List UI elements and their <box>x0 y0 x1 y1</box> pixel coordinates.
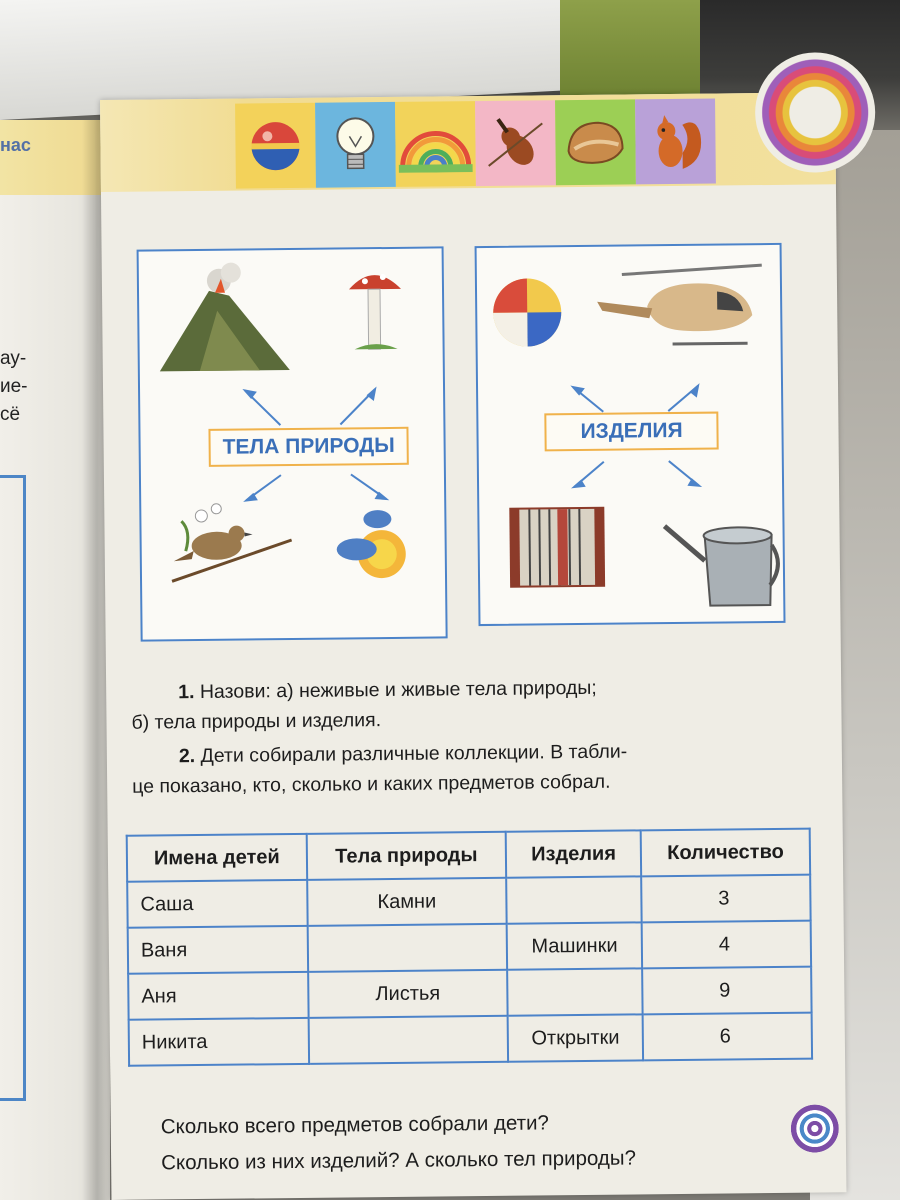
mushroom-icon <box>349 274 402 350</box>
child-name-cell: Никита <box>129 1018 309 1066</box>
goods-cell: Машинки <box>507 922 643 969</box>
green-folder <box>560 0 700 95</box>
nature-cell: Камни <box>307 878 507 926</box>
child-name-cell: Ваня <box>128 926 308 974</box>
bird-icon <box>171 503 292 581</box>
nature-cell: Листья <box>308 970 508 1018</box>
task-1-line-2: б) тела природы и изделия. <box>131 709 382 734</box>
table-row <box>129 1013 812 1066</box>
child-name-cell: Аня <box>128 972 308 1020</box>
banner-tile-squirrel <box>635 99 716 185</box>
banner-tile-bread <box>555 99 636 185</box>
task-1-number: 1. <box>178 681 195 704</box>
bread-icon <box>562 114 629 171</box>
banner-tile-violin <box>475 100 556 186</box>
banner-tile-ball <box>235 103 316 189</box>
accordion-icon <box>509 507 605 588</box>
nature-cell <box>307 924 507 972</box>
column-header: Имена детей <box>127 834 307 882</box>
decorative-rings <box>755 52 876 173</box>
lightbulb-icon <box>330 112 381 179</box>
left-page-header-text: нас <box>0 135 31 155</box>
banner-tile-rainbow <box>395 101 476 187</box>
nature-cell <box>308 1016 508 1064</box>
spiral-icon <box>791 1104 840 1153</box>
left-page-frame <box>0 475 26 1101</box>
nature-panel-label: ТЕЛА ПРИРОДЫ <box>208 427 408 467</box>
squirrel-icon <box>642 108 709 175</box>
nature-panel <box>137 246 448 641</box>
table-row <box>127 875 810 928</box>
table-header-row <box>127 829 810 882</box>
ball-icon <box>247 117 304 174</box>
goods-panel <box>475 243 786 626</box>
quantity-cell: 3 <box>641 875 810 923</box>
table-row <box>128 921 811 974</box>
banner-tile-bulb <box>315 102 396 188</box>
table-row <box>128 967 811 1020</box>
rainbow-icon <box>398 116 473 173</box>
collections-table <box>126 828 813 1067</box>
child-name-cell: Саша <box>127 880 307 928</box>
page-banner <box>100 92 836 192</box>
banner-tiles <box>235 99 716 189</box>
left-page-fragment: ау- <box>0 348 27 369</box>
left-page-fragment: сё <box>0 404 21 425</box>
goods-cell <box>507 968 643 1015</box>
goods-cell: Открытки <box>508 1014 644 1061</box>
quantity-cell: 6 <box>643 1013 812 1061</box>
left-page-fragment: ие- <box>0 376 28 397</box>
quantity-cell: 9 <box>642 967 811 1015</box>
sun-cloud-icon <box>336 510 406 579</box>
helicopter-icon <box>597 265 763 345</box>
watering-can-icon <box>664 525 778 606</box>
column-header: Тела природы <box>307 832 507 880</box>
task-2-line-2: це показано, кто, сколько и каких предметов собрал. <box>132 770 611 798</box>
volcano-icon <box>159 262 290 371</box>
question: Сколько из них изделий? А сколько тел природы? <box>161 1146 637 1175</box>
textbook-page <box>100 92 846 1200</box>
task-2-text: Дети собирали различные коллекции. В табли- <box>200 740 628 767</box>
task-2-number: 2. <box>178 745 196 768</box>
violin-icon <box>482 113 549 174</box>
question: Сколько всего предметов собрали дети? <box>160 1111 550 1139</box>
column-header: Количество <box>641 829 810 877</box>
column-header: Изделия <box>506 830 642 877</box>
task-2-line-1 <box>179 737 628 772</box>
goods-panel-label: ИЗДЕЛИЯ <box>544 412 719 452</box>
quantity-cell: 4 <box>642 921 811 969</box>
task-1-text: Назови: а) неживые и живые тела природы; <box>199 676 597 703</box>
beach-ball-icon <box>493 278 562 347</box>
goods-cell <box>506 876 642 923</box>
task-1-line-1 <box>178 673 597 707</box>
